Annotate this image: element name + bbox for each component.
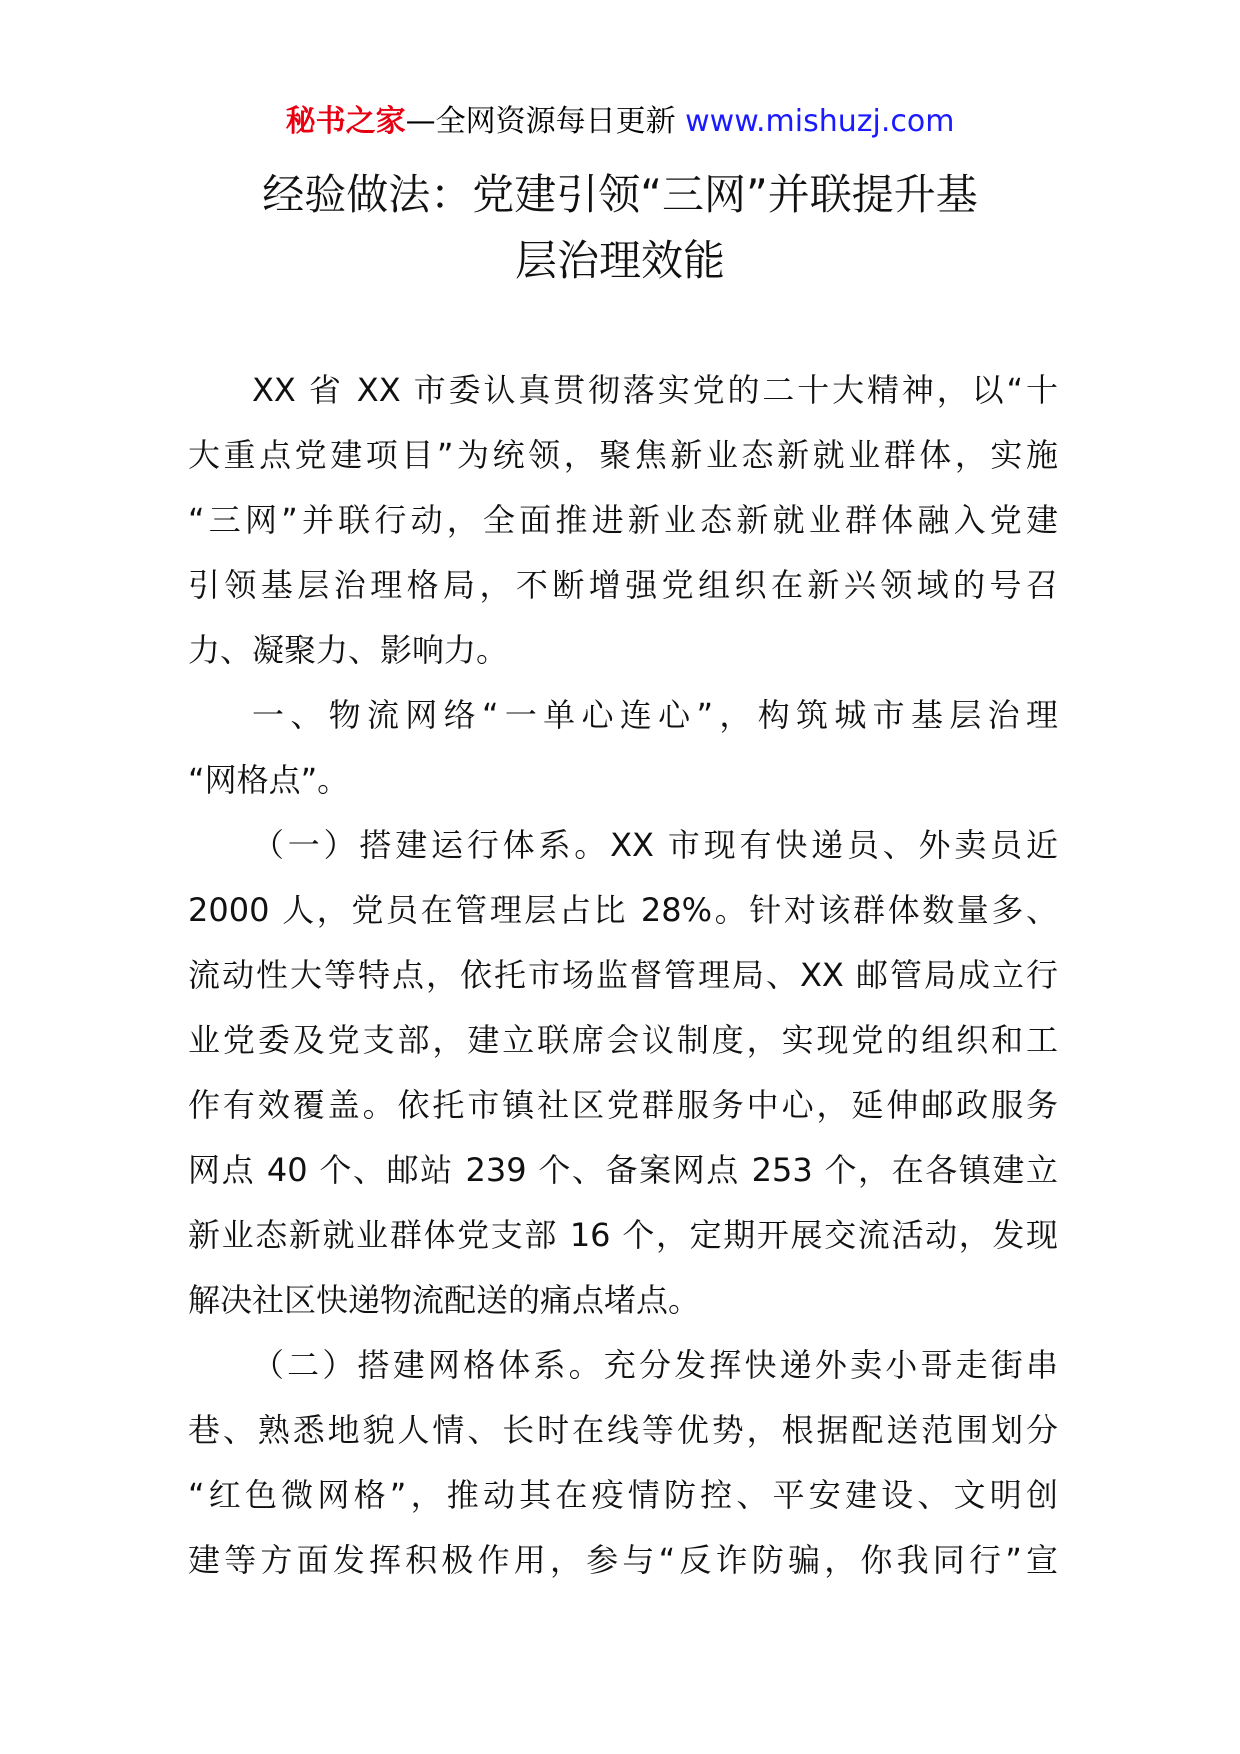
- site-url-link[interactable]: www.mishuzj.com: [685, 104, 955, 139]
- body-line: 建等方面发挥积极作用，参与“反诈防骗，你我同行”宣: [188, 1541, 1058, 1579]
- body-line: “红色微网格”，推动其在疫情防控、平安建设、文明创: [188, 1476, 1058, 1514]
- document-title: [150, 162, 1090, 294]
- body-line: 网点 40 个、邮站 239 个、备案网点 253 个，在各镇建立: [188, 1151, 1058, 1189]
- body-line: 力、凝聚力、影响力。: [188, 631, 509, 669]
- body-line: （二）搭建网格体系。充分发挥快递外卖小哥走街串: [252, 1346, 1058, 1384]
- header-tagline: —全网资源每日更新: [405, 104, 676, 139]
- body-line: 作有效覆盖。依托市镇社区党群服务中心，延伸邮政服务: [188, 1086, 1058, 1124]
- body-line: 业党委及党支部，建立联席会议制度，实现党的组织和工: [188, 1021, 1058, 1059]
- body-line: 大重点党建项目”为统领，聚焦新业态新就业群体，实施: [188, 436, 1058, 474]
- title-line-2: 层治理效能: [514, 236, 725, 285]
- body-line: 解决社区快递物流配送的痛点堵点。: [188, 1281, 701, 1319]
- site-header: [0, 102, 1240, 142]
- section-heading-line: “网格点”。: [188, 761, 350, 799]
- body-line: XX 省 XX 市委认真贯彻落实党的二十大精神，以“十: [252, 371, 1058, 409]
- body-line: 引领基层治理格局，不断增强党组织在新兴领域的号召: [188, 566, 1058, 604]
- body-line: “三网”并联行动，全面推进新业态新就业群体融入党建: [188, 501, 1058, 539]
- body-line: 2000 人，党员在管理层占比 28%。针对该群体数量多、: [188, 891, 1058, 929]
- body-line: 新业态新就业群体党支部 16 个，定期开展交流活动，发现: [188, 1216, 1058, 1254]
- body-line: 流动性大等特点，依托市场监督管理局、XX 邮管局成立行: [188, 956, 1058, 994]
- section-heading-line: 一、物流网络“一单心连心”，构筑城市基层治理: [252, 696, 1058, 734]
- brand-name: 秘书之家: [285, 104, 406, 139]
- document-body: [188, 358, 1058, 1593]
- body-line: （一）搭建运行体系。XX 市现有快递员、外卖员近: [252, 826, 1058, 864]
- body-line: 巷、熟悉地貌人情、长时在线等优势，根据配送范围划分: [188, 1411, 1058, 1449]
- title-line-1: 经验做法：党建引领“三网”并联提升基: [262, 170, 978, 219]
